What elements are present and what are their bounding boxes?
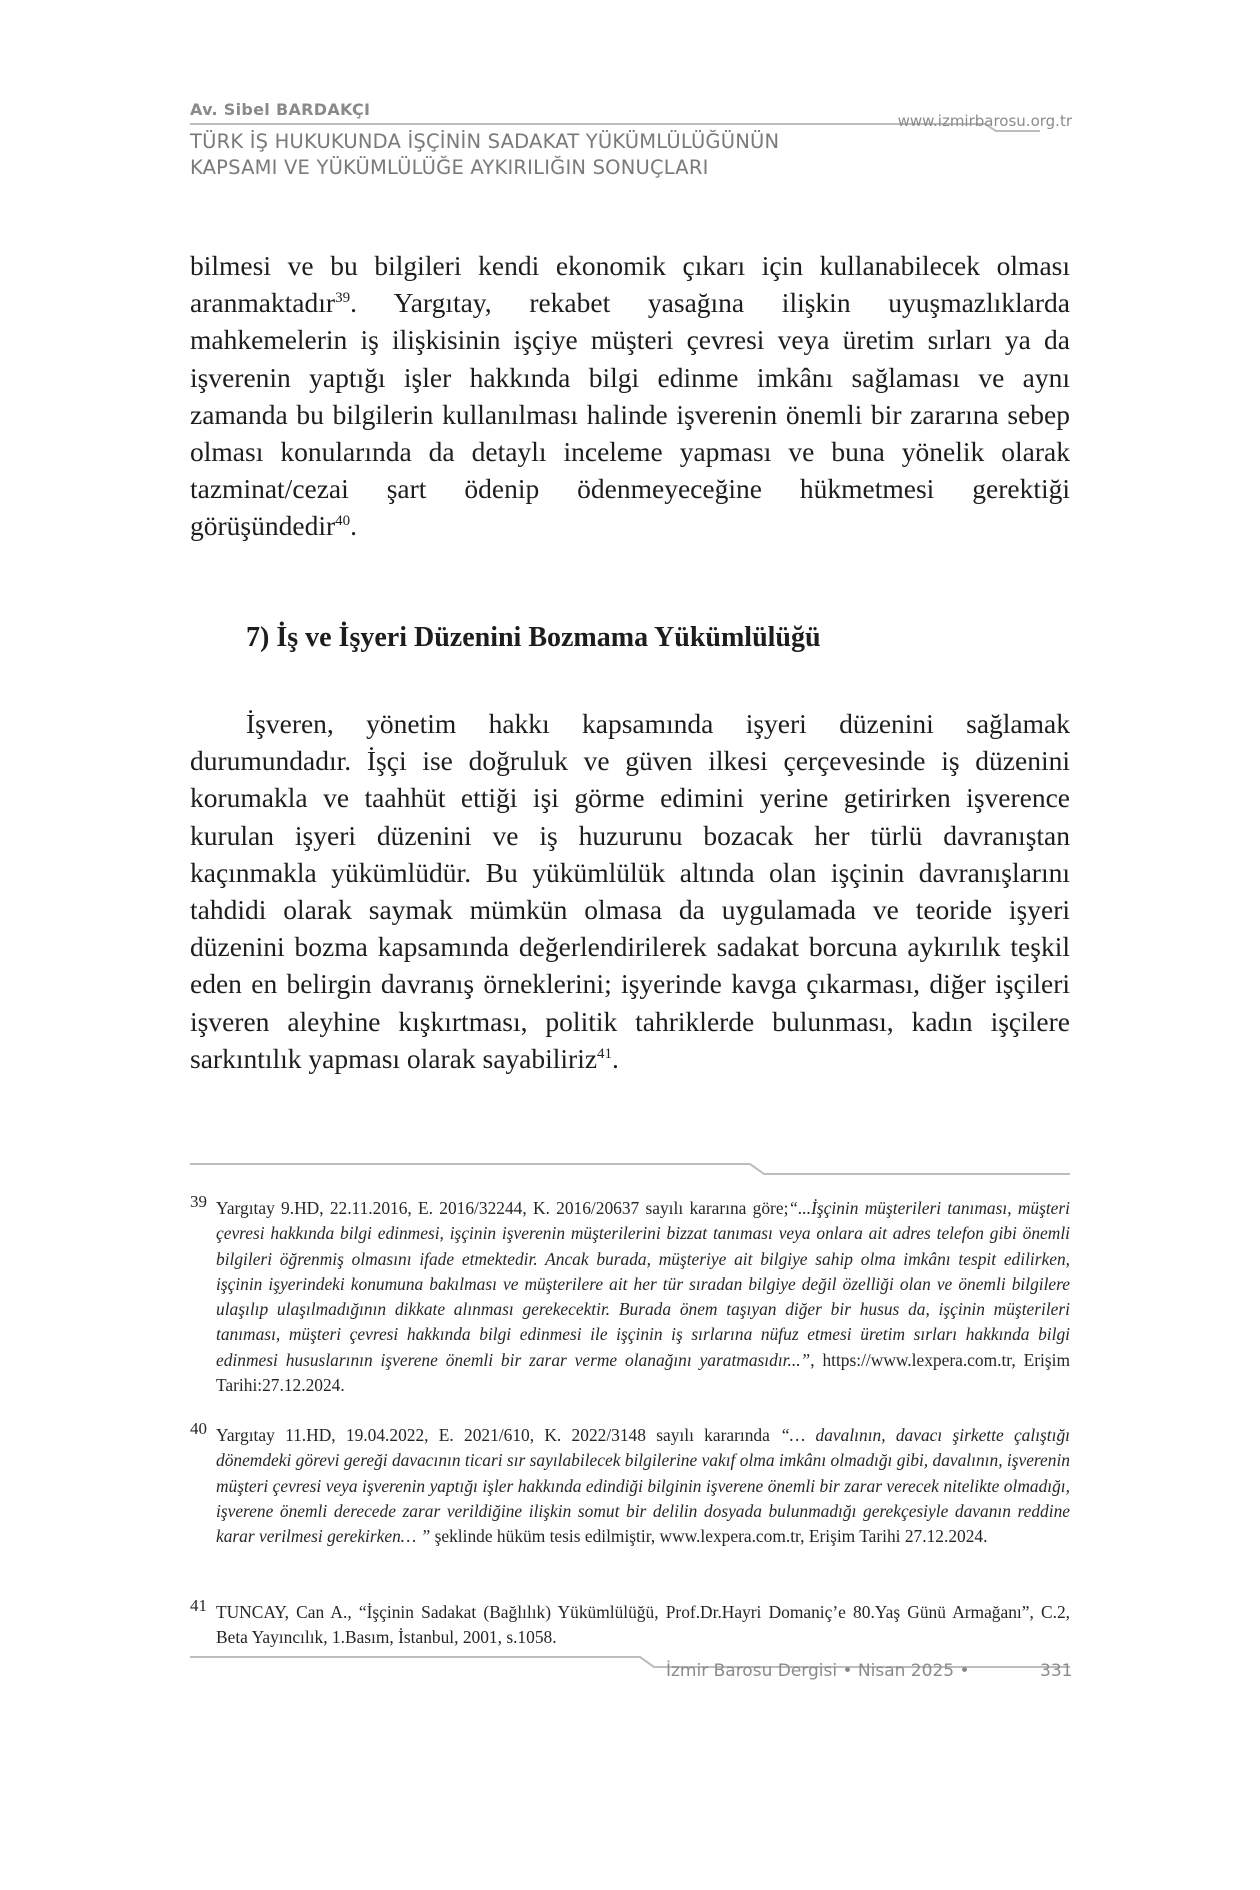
footnote-separator — [190, 1162, 1070, 1176]
paragraph-2-end: . — [612, 1042, 619, 1074]
running-header-author: Av. Sibel BARDAKÇI — [190, 100, 371, 119]
header-url: www.izmirbarosu.org.tr — [897, 112, 1072, 130]
page-number: 331 — [1040, 1661, 1073, 1681]
footnote-ref-41: 41 — [597, 1045, 613, 1062]
footnote-40 — [190, 1419, 1070, 1549]
paragraph-1-text-a: bilmesi ve bu bilgileri kendi ekonomik çıkarı için kullanabilecek olması aranmaktadır — [190, 250, 1070, 319]
footnote-number: 39 — [190, 1192, 207, 1211]
footnote-39 — [190, 1192, 1070, 1398]
footnote-41 — [190, 1596, 1070, 1651]
paragraph-1-text-c: . — [350, 510, 357, 542]
footnote-ref-40: 40 — [335, 513, 351, 530]
footnote-lead: TUNCAY, Can A., “İşçinin Sadakat (Bağlılık) Yükümlülüğü, Prof.Dr.Hayri Domaniç’e 80.Yaş Günü Armağanı”, C.2, Beta Yayıncılık, 1.Basım, İstanbul, 2001, s.1058. — [216, 1602, 1070, 1648]
footnote-tail: , https://www.lexpera.com.tr, Erişim Tarihi:27.12.2024. — [216, 1349, 1070, 1396]
body-paragraph-2 — [190, 705, 1070, 1077]
body-paragraph-1 — [190, 247, 1070, 545]
section-heading: 7) İş ve İşyeri Düzenini Bozmama Yükümlülüğü — [246, 622, 821, 653]
footnote-ref-39: 39 — [335, 290, 351, 307]
footnote-number: 40 — [190, 1419, 207, 1438]
footer-journal: İzmir Barosu Dergisi • Nisan 2025 • — [666, 1661, 970, 1681]
footnote-quote: “...İşçinin müşterileri tanıması, müşteri çevresi hakkında bilgi edinmesi, işçinin işverenin müşterilerini bizzat tanıması veya onlara ait adres telefon gibi önemli bilgileri öğrenmiş olmasını ifade etmektedir. Ancak burada, müşteriye ait bilgiye sahip olma imkânı tespit edilirken, işçinin işyerindeki konumuna bakılması ve müşterilere ait her tür sıradan bilgiye değil özelliği olan ve önemli bilgilere ulaşılıp ulaşılmadığının dikkate alınması gerekecektir. Burada önem taşıyan diğer bir husus da, işçinin müşterileri tanıması, müşteri çevresi hakkında bilgi edinmesi ile işçinin iş sırlarına nüfuz etmesi üretim sırları hakkında bilgi edinmesi hususlarının işverene önemli bir zarar verme olanağını yaratmasıdır...” — [216, 1198, 1070, 1370]
paragraph-2-text: İşveren, yönetim hakkı kapsamında işyeri düzenini sağlamak durumundadır. İşçi ise doğruluk ve güven ilkesi çerçevesinde iş düzenini korumakla ve taahhüt ettiği işi görme edimini yerine getirirken işverence kurulan işyeri düzenini ve iş huzurunu bozacak her türlü davranıştan kaçınmakla yükümlüdür. Bu yükümlülük altında olan işçinin davranışlarını tahdidi olarak saymak mümkün olmasa da uygulamada ve teoride işyeri düzenini bozma kapsamında değerlendirilerek sadakat borcuna aykırılık teşkil eden en belirgin davranış örneklerini; işyerinde kavga çıkarması, diğer işçileri işveren aleyhine kışkırtması, politik tahriklerde bulunması, kadın işçilere sarkıntılık yapması olarak sayabiliriz — [190, 708, 1070, 1074]
footnote-number: 41 — [190, 1596, 207, 1615]
footnote-quote: “… davalının, davacı şirkette çalıştığı dönemdeki görevi gereği davacının ticari sır sayılabilecek bilgilerine vakıf olma imkânı olmadığı gibi, davalının, işverenin müşteri çevresi veya işverenin yaptığı işler hakkında edindiği bilginin işverene önemli bir zarar verecek nitelikte olmadığı, işverene önemli derecede zarar verildiğine ilişkin somut bir delilin dosyada bulunmadığı gerekçesiyle davanın reddine karar verilmesi gerekirken… ” — [216, 1425, 1070, 1547]
footnote-tail: şeklinde hüküm tesis edilmiştir, www.lexpera.com.tr, Erişim Tarihi 27.12.2024. — [430, 1526, 988, 1547]
paragraph-1-text-b: . Yargıtay, rekabet yasağına ilişkin uyuşmazlıklarda mahkemelerin iş ilişkisinin işçiye müşteri çevresi veya üretim sırları ya da işverenin yaptığı işler hakkında bilgi edinme imkânı sağlaması ve aynı zamanda bu bilgilerin kullanılması halinde işverenin önemli bir zararına sebep olması konularında da detaylı inceleme yapması ve buna yönelik olarak tazminat/cezai şart ödenip ödenmeyeceğine hükmetmesi gerektiği görüşündedir — [190, 287, 1070, 542]
footnote-lead: Yargıtay 11.HD, 19.04.2022, E. 2021/610, K. 2022/3148 sayılı kararında — [216, 1425, 781, 1445]
running-header-title: TÜRK İŞ HUKUKUNDA İŞÇİNİN SADAKAT YÜKÜMLÜLÜĞÜNÜN KAPSAMI VE YÜKÜMLÜLÜĞE AYKIRILIĞIN SONUÇLARI — [190, 130, 780, 179]
footnote-lead: Yargıtay 9.HD, 22.11.2016, E. 2016/32244, K. 2016/20637 sayılı kararına göre; — [216, 1198, 789, 1218]
